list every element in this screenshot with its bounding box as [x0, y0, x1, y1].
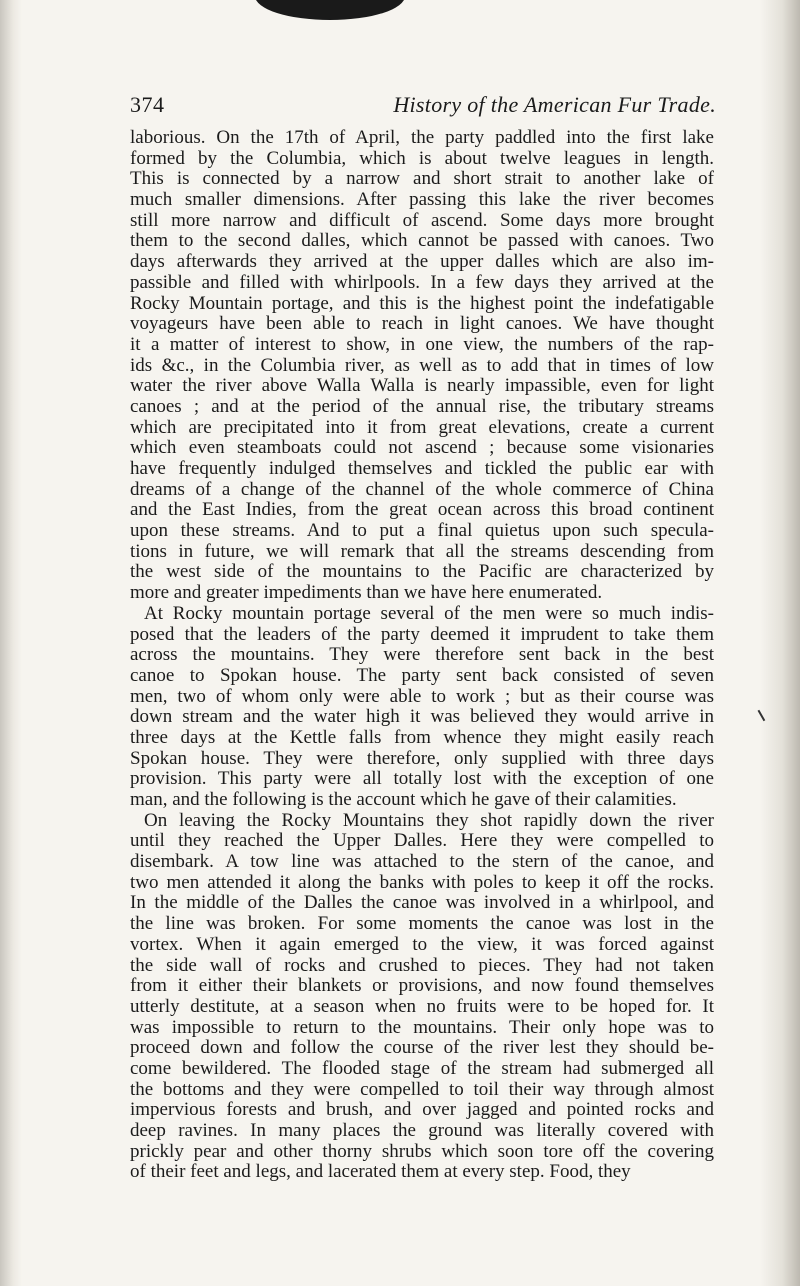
text-line: two men attended it along the banks with poles to keep it off the rocks. [130, 871, 714, 893]
text-line: more and greater impediments than we have here enumerated. [130, 582, 603, 604]
text-line: from it either their blankets or provisions, and now found themselves [130, 975, 714, 997]
text-line: laborious. On the 17th of April, the party paddled into the first lake [130, 127, 714, 148]
text-line: the west side of the mountains to the Pacific are characterized by [130, 561, 714, 583]
scan-shadow-left [0, 0, 22, 1286]
text-line: upon these streams. And to put a final quietus upon such specula- [130, 520, 714, 542]
text-line: passible and filled with whirlpools. In a few days they arrived at the [130, 271, 714, 293]
text-line: down stream and the water high it was believed they would arrive in [130, 706, 714, 728]
text-line: the side wall of rocks and crushed to pieces. They had not taken [130, 954, 714, 976]
binding-clip-shadow [255, 0, 405, 20]
text-line: still more narrow and difficult of ascend. Some days more brought [130, 209, 714, 231]
text-line: formed by the Columbia, which is about twelve leagues in length. [130, 147, 714, 169]
text-line: posed that the leaders of the party deemed it imprudent to take them [130, 623, 714, 645]
text-line: which are precipitated into it from great elevations, create a current [130, 416, 714, 438]
text-line: ids &c., in the Columbia river, as well as to add that in times of low [130, 354, 714, 376]
scan-shadow-right [760, 0, 800, 1286]
text-line: and the East Indies, from the great ocean across this broad continent [130, 499, 714, 521]
text-line: canoes ; and at the period of the annual rise, the tributary streams [130, 395, 714, 417]
page-number: 374 [130, 92, 165, 117]
text-line: dreams of a change of the channel of the whole commerce of China [130, 478, 714, 500]
text-line: which even steamboats could not ascend ; because some visionaries [130, 437, 714, 459]
text-line: prickly pear and other thorny shrubs which soon tore off the covering [130, 1140, 714, 1162]
text-line: man, and the following is the account which he gave of their calamities. [130, 789, 677, 810]
text-line: until they reached the Upper Dalles. Here they were compelled to [130, 830, 714, 852]
text-line: canoe to Spokan house. The party sent back consisted of seven [130, 664, 714, 686]
text-line: disembark. A tow line was attached to the stern of the canoe, and [130, 851, 714, 873]
text-line: voyageurs have been able to reach in light canoes. We have thought [130, 313, 714, 335]
text-line: On leaving the Rocky Mountains they shot rapidly down the river [144, 809, 714, 831]
text-line: utterly destitute, at a season when no fruits were to be hoped for. It [130, 995, 714, 1017]
text-line: tions in future, we will remark that all the streams descending from [130, 540, 714, 562]
text-line: much smaller dimensions. After passing this lake the river becomes [130, 189, 714, 211]
text-line: across the mountains. They were therefore sent back in the best [130, 644, 714, 666]
text-line: Rocky Mountain portage, and this is the highest point the indefatigable [130, 292, 714, 314]
text-line: In the middle of the Dalles the canoe was involved in a whirlpool, and [130, 892, 714, 914]
text-line: water the river above Walla Walla is nearly impassible, even for light [130, 375, 714, 397]
text-line: deep ravines. In many places the ground was literally covered with [130, 1120, 714, 1141]
text-line: men, two of whom only were able to work ; but as their course was [130, 685, 714, 707]
text-line: proceed down and follow the course of the river lest they should be- [130, 1037, 714, 1059]
text-line: the line was broken. For some moments the canoe was lost in the [130, 913, 714, 935]
text-line: the bottoms and they were compelled to toil their way through almost [130, 1078, 714, 1100]
text-line: impervious forests and brush, and over jagged and pointed rocks and [130, 1099, 714, 1121]
page-header [130, 92, 716, 124]
text-line: provision. This party were all totally lost with the exception of one [130, 768, 714, 790]
text-line: vortex. When it again emerged to the view, it was forced against [130, 933, 714, 955]
text-line: have frequently indulged themselves and tickled the public ear with [130, 458, 714, 479]
text-line: days afterwards they arrived at the upper dalles which are also im- [130, 251, 714, 273]
text-line: three days at the Kettle falls from whence they might easily reach [130, 726, 714, 748]
text-line: Spokan house. They were therefore, only supplied with three days [130, 747, 714, 769]
text-line: come bewildered. The flooded stage of the stream had submerged all [130, 1057, 714, 1079]
text-line: At Rocky mountain portage several of the men were so much indis- [144, 602, 714, 624]
text-line: them to the second dalles, which cannot be passed with canoes. Two [130, 230, 714, 252]
text-line: was impossible to return to the mountains. Their only hope was to [130, 1016, 714, 1038]
running-title: History of the American Fur Trade. [393, 92, 716, 117]
text-line: of their feet and legs, and lacerated them at every step. Food, they [130, 1161, 631, 1183]
body-text [130, 128, 714, 1183]
text-line: it a matter of interest to show, in one view, the numbers of the rap- [130, 333, 714, 355]
text-line: This is connected by a narrow and short strait to another lake of [130, 168, 714, 190]
